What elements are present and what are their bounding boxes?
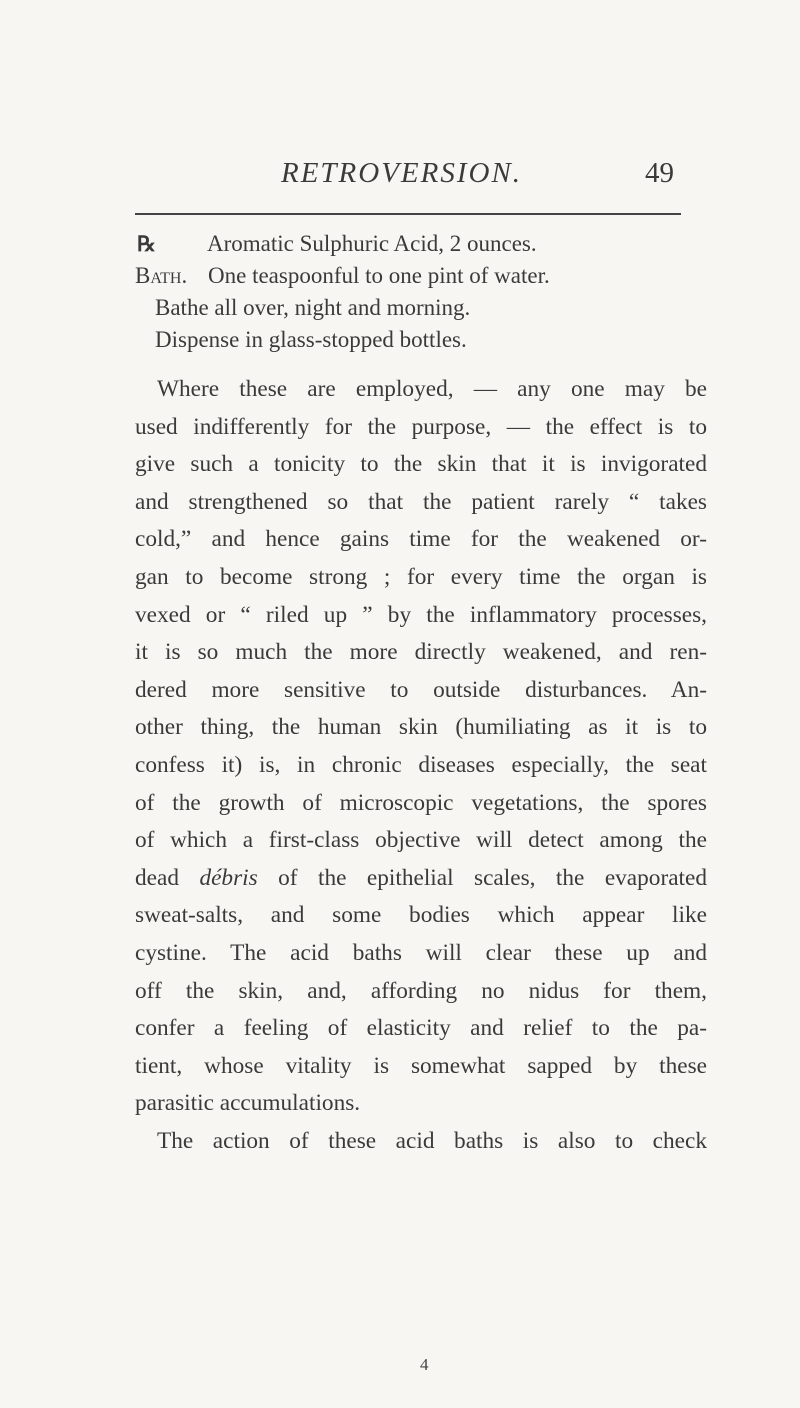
- text-line: tient, whose vitality is somewhat sapped by these: [135, 1052, 707, 1079]
- text-fragment: of the epithelial scales, the evaporated: [278, 864, 707, 891]
- text-line: confer a feeling of elasticity and relief to the pa-: [135, 1015, 707, 1042]
- paragraph: [135, 371, 707, 1123]
- text-line: used indifferently for the purpose, — the effect is to: [135, 413, 707, 440]
- prescription-direction: Bathe all over, night and morning.: [155, 295, 471, 320]
- prescription-direction: Dispense in glass-stopped bottles.: [155, 327, 467, 352]
- running-head: RETROVERSION.: [281, 157, 523, 189]
- text-word: dead: [135, 864, 179, 891]
- body-text: [135, 371, 707, 1160]
- paragraph: [135, 1123, 707, 1161]
- text-line: and strengthened so that the patient rarely “ takes: [135, 488, 707, 515]
- text-line: dered more sensitive to outside disturbances. An-: [135, 676, 707, 703]
- prescription-ingredient: Aromatic Sulphuric Acid, 2 ounces.: [207, 231, 537, 256]
- text-line: of which a first-class objective will detect among the: [135, 827, 707, 854]
- text-line: gan to become strong ; for every time the organ is: [135, 563, 707, 590]
- text-line: Where these are employed, — any one may be: [157, 376, 707, 402]
- text-line: give such a tonicity to the skin that it is invigorated: [135, 451, 707, 478]
- text-line: confess it) is, in chronic diseases especially, the seat: [135, 751, 707, 778]
- prescription: [135, 228, 695, 356]
- text-line: [135, 860, 707, 898]
- text-line: cystine. The acid baths will clear these up and: [135, 939, 707, 966]
- text-line: The action of these acid baths is also to check: [157, 1127, 707, 1154]
- text-line: of the growth of microscopic vegetations, the spores: [135, 789, 707, 816]
- prescription-line: [135, 292, 695, 324]
- text-line: it is so much the more directly weakened, and ren-: [135, 639, 707, 666]
- header-rule: [135, 213, 681, 215]
- italic-word: débris: [199, 864, 258, 891]
- text-line: vexed or “ riled up ” by the inflammatory processes,: [135, 601, 707, 628]
- text-line: off the skin, and, affording no nidus for them,: [135, 977, 707, 1004]
- recipe-symbol: ℞: [137, 232, 156, 256]
- text-line: other thing, the human skin (humiliating as it is to: [135, 714, 707, 741]
- text-line: cold,” and hence gains time for the weakened or-: [135, 526, 707, 553]
- text-line: sweat-salts, and some bodies which appear like: [135, 902, 707, 929]
- signature-mark: 4: [420, 1355, 429, 1374]
- prescription-direction: One teaspoonful to one pint of water.: [208, 263, 550, 288]
- prescription-label: Bath.: [135, 263, 188, 288]
- prescription-line: [135, 324, 695, 356]
- prescription-line: [135, 260, 695, 292]
- page-number: 49: [645, 157, 674, 189]
- text-line: parasitic accumulations.: [135, 1090, 361, 1117]
- prescription-line: [135, 228, 695, 260]
